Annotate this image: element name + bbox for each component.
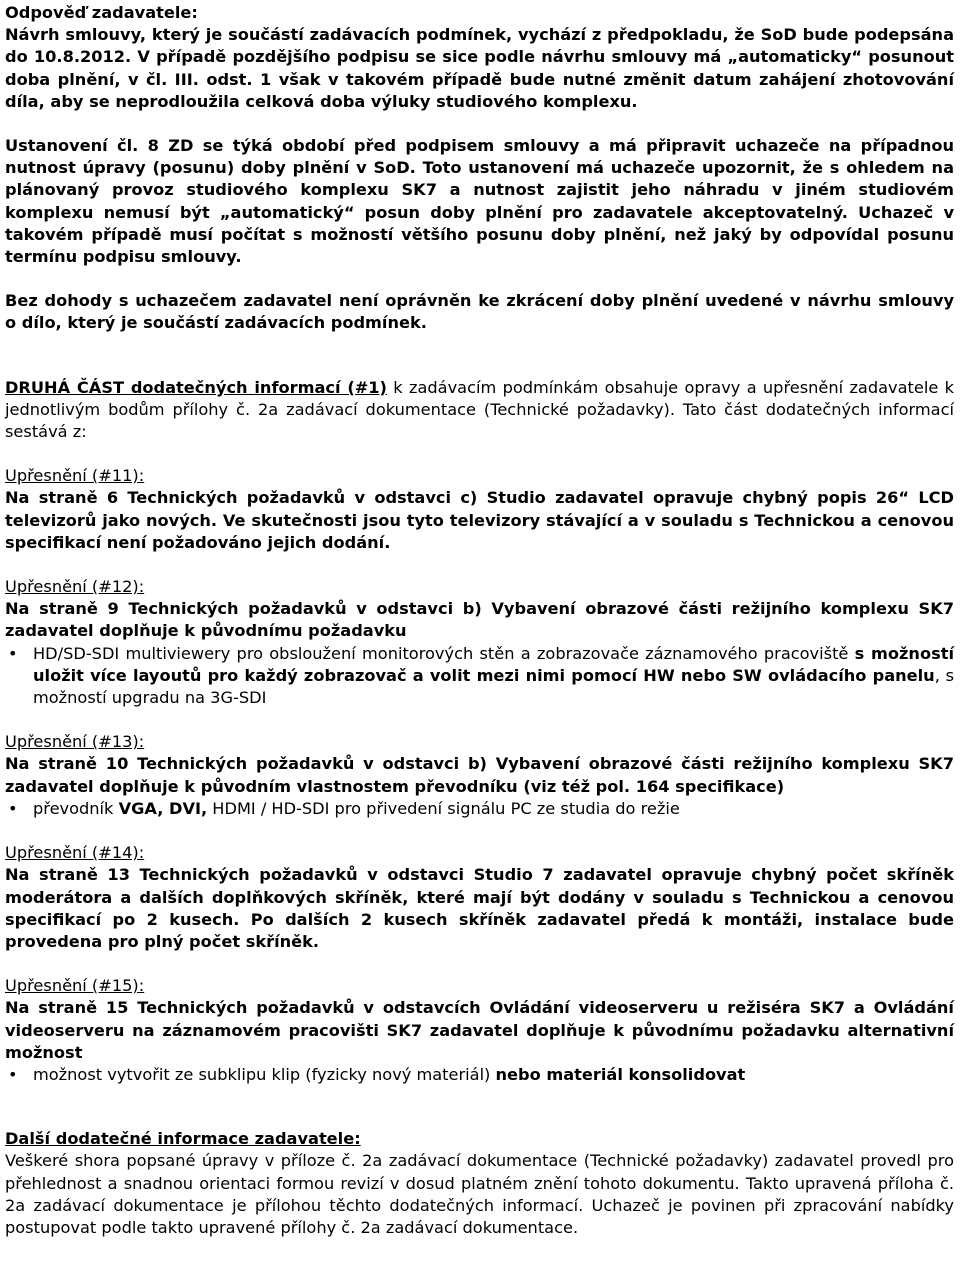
response-paragraph-3: Bez dohody s uchazečem zadavatel není oprávněn ke zkrácení doby plnění uvedené v návrhu smlouvy o dílo, který je součástí zadávacích podmínek. <box>5 291 954 333</box>
part-two-paragraph <box>5 377 954 444</box>
section-12-heading: Upřesnění (#12): <box>5 577 145 597</box>
section-12-list <box>5 643 954 710</box>
further-info-heading: Další dodatečné informace zadavatele: <box>5 1129 361 1149</box>
bullet-icon: • <box>8 798 18 818</box>
list-item: • možnost vytvořit ze subklipu klip (fyzicky nový materiál) nebo materiál konsolidovat <box>5 1064 954 1086</box>
section-14-body: Na straně 13 Technických požadavků v odstavci Studio 7 zadavatel opravuje chybný počet skříněk moderátora a dalších doplňkových skříněk, které mají být dodány v souladu s Technickou a cenovou specifikací po 2 kusech. Po dalších 2 kusech skříněk zadavatel předá k montáži, instalace bude provedena pro plný počet skříněk. <box>5 865 954 951</box>
section-13-list <box>5 798 954 820</box>
response-paragraph-1: Návrh smlouvy, který je součástí zadávacích podmínek, vychází z předpokladu, že SoD bude podepsána do 10.8.2012. V případě pozdějšího podpisu se sice podle návrhu smlouvy má „automaticky“ posunout doba plnění, v čl. III. odst. 1 však v takovém případě bude nutné změnit datum zahájení zhotovování díla, aby se neprodloužila celková doba výluky studiového komplexu. <box>5 25 954 111</box>
section-13-body: Na straně 10 Technických požadavků v odstavci b) Vybavení obrazové části režijního komplexu SK7 zadavatel doplňuje k původním vlastnostem převodníku (viz též pol. 164 specifikace) <box>5 754 954 796</box>
section-13-heading: Upřesnění (#13): <box>5 732 145 752</box>
section-15-list <box>5 1064 954 1086</box>
section-15-body: Na straně 15 Technických požadavků v odstavcích Ovládání videoserveru u režiséra SK7 a Ovládání videoserveru na záznamovém pracovišti SK7 zadavatel doplňuje k původnímu požadavku alternativní možnost <box>5 998 954 1062</box>
part-two-text: k zadávacím podmínkám obsahuje opravy a upřesnění zadavatele k jednotlivým bodům přílohy č. 2a zadávací dokumentace (Technické požadavky). Tato část dodatečných informací sestává z: <box>5 377 955 442</box>
response-heading: Odpověď zadavatele: <box>5 3 198 22</box>
bullet-icon: • <box>8 643 18 663</box>
section-12-body: Na straně 9 Technických požadavků v odstavci b) Vybavení obrazové části režijního komplexu SK7 zadavatel doplňuje k původnímu požadavku <box>5 599 954 641</box>
list-item: • převodník VGA, DVI, HDMI / HD-SDI pro přivedení signálu PC ze studia do režie <box>5 798 954 820</box>
section-11-body: Na straně 6 Technických požadavků v odstavci c) Studio zadavatel opravuje chybný popis 26“ LCD televizorů jako nových. Ve skutečnosti jsou tyto televizory stávající a v souladu s Technickou a cenovou specifikací není požadováno jejich dodání. <box>5 488 954 552</box>
further-info-text: Veškeré shora popsané úpravy v příloze č. 2a zadávací dokumentace (Technické požadavky) zadavatel provedl pro přehlednost a snadnou orientaci formou revizí v dosud platném znění tohoto dokumentu. Takto upravená příloha č. 2a zadávací dokumentace je přílohou těchto dodatečných informací. Uchazeč je povinen při zpracování nabídky postupovat podle takto upravené přílohy č. 2a zadávací dokumentace. <box>5 1151 954 1237</box>
bullet-icon: • <box>8 1064 18 1084</box>
section-14-heading: Upřesnění (#14): <box>5 843 145 863</box>
list-item: • HD/SD-SDI multiviewery pro obsloužení monitorových stěn a zobrazovače záznamového pracoviště s možností uložit více layoutů pro každý zobrazovač a volit mezi nimi pomocí HW nebo SW ovládacího panelu, s možností upgradu na 3G-SDI <box>8 643 955 708</box>
part-two-title: DRUHÁ ČÁST dodatečných informací (#1) <box>5 377 387 397</box>
section-15-heading: Upřesnění (#15): <box>5 976 145 996</box>
section-11-heading: Upřesnění (#11): <box>5 466 145 486</box>
response-paragraph-2: Ustanovení čl. 8 ZD se týká období před podpisem smlouvy a má připravit uchazeče na případnou nutnost úpravy (posunu) doby plnění v SoD. Toto ustanovení má uchazeče upozornit, že s ohledem na plánovaný provoz studiového komplexu SK7 a nutnost zajistit jeho náhradu v jiném studiovém komplexu nemusí být „automatický“ posun doby plnění pro zadavatele akceptovatelný. Uchazeč v takovém případě musí počítat s možností většího posunu doby plnění, než jaký by odpovídal posunu termínu podpisu smlouvy. <box>5 136 954 267</box>
